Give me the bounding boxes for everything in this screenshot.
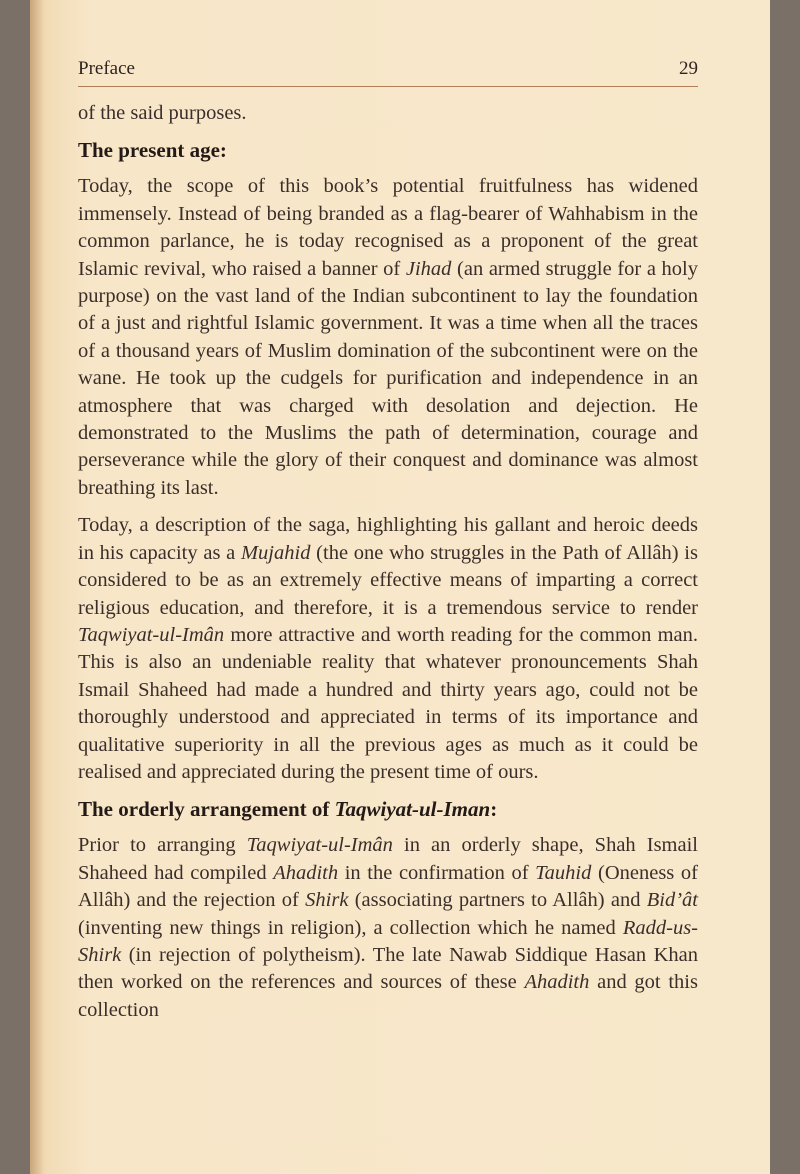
chapter-title: Preface xyxy=(78,58,135,79)
term-bidat: Bid’ât xyxy=(646,889,698,912)
page-number: 29 xyxy=(679,58,698,79)
heading-term-taqwiyat: Taqwiyat-ul-Iman xyxy=(334,797,491,822)
running-header xyxy=(78,58,698,87)
section-heading-orderly-arrangement: The orderly arrangement of Taqwiyat-ul-Iman: xyxy=(78,797,498,822)
page-gutter-shadow xyxy=(30,0,44,1174)
page-body xyxy=(78,100,698,1024)
paragraph-1: Today, the scope of this book’s potential fruitfulness has widened immensely. Instead of being branded as a flag-bearer of Wahhabism in the common parlance, he is today recognised as a proponent of the great Islamic revival, who raised a banner of Jihad (an armed struggle for a holy purpose) on the vast land of the Indian subcontinent to lay the foundation of a just and rightful Islamic government. It was a time when all the traces of a thousand years of Muslim domination of the subcontinent were on the wane. He took up the cudgels for purification and independence in an atmosphere that was charged with desolation and dejection. He demonstrated to the Muslims the path of determination, courage and perseverance while the glory of their conquest and dominance was almost breathing its last. xyxy=(78,175,698,499)
continuation-text: of the said purposes. xyxy=(78,102,247,124)
paragraph-3: Prior to arranging Taqwiyat-ul-Imân in an orderly shape, Shah Ismail Shaheed had compiled Ahadith in the confirmation of Tauhid (Oneness of Allâh) and the rejection of Shirk (associating partners to Allâh) and Bid’ât (inventing new things in religion), a collection which he named Radd-us-Shirk (in rejection of polytheism). The late Nawab Siddique Hasan Khan then worked on the references and sources of these Ahadith and got this collection xyxy=(78,834,698,1021)
term-radd-us-shirk: Radd-us-Shirk xyxy=(78,916,698,966)
term-ahadith: Ahadith xyxy=(273,861,339,884)
paragraph-2: Today, a description of the saga, highlighting his gallant and heroic deeds in his capacity as a Mujahid (the one who struggles in the Path of Allâh) is considered to be as an extremely effective means of imparting a correct religious education, and therefore, it is a tremendous service to render Taqwiyat-ul-Imân more attractive and worth reading for the common man. This is also an undeniable reality that whatever pronouncements Shah Ismail Shaheed had made a hundred and thirty years ago, could not be thoroughly understood and appreciated in terms of its importance and qualitative superiority in all the previous ages as much as it could be realised and appreciated during the present time of ours. xyxy=(78,514,698,783)
term-tauhid: Tauhid xyxy=(535,861,592,884)
term-jihad: Jihad xyxy=(405,257,452,280)
term-taqwiyat: Taqwiyat-ul-Imân xyxy=(246,834,393,857)
term-taqwiyat: Taqwiyat-ul-Imân xyxy=(78,623,225,646)
term-mujahid: Mujahid xyxy=(240,541,311,564)
term-ahadith: Ahadith xyxy=(524,971,590,994)
section-heading-present-age: The present age: xyxy=(78,138,227,163)
term-shirk: Shirk xyxy=(305,889,349,912)
book-page xyxy=(30,0,770,1174)
